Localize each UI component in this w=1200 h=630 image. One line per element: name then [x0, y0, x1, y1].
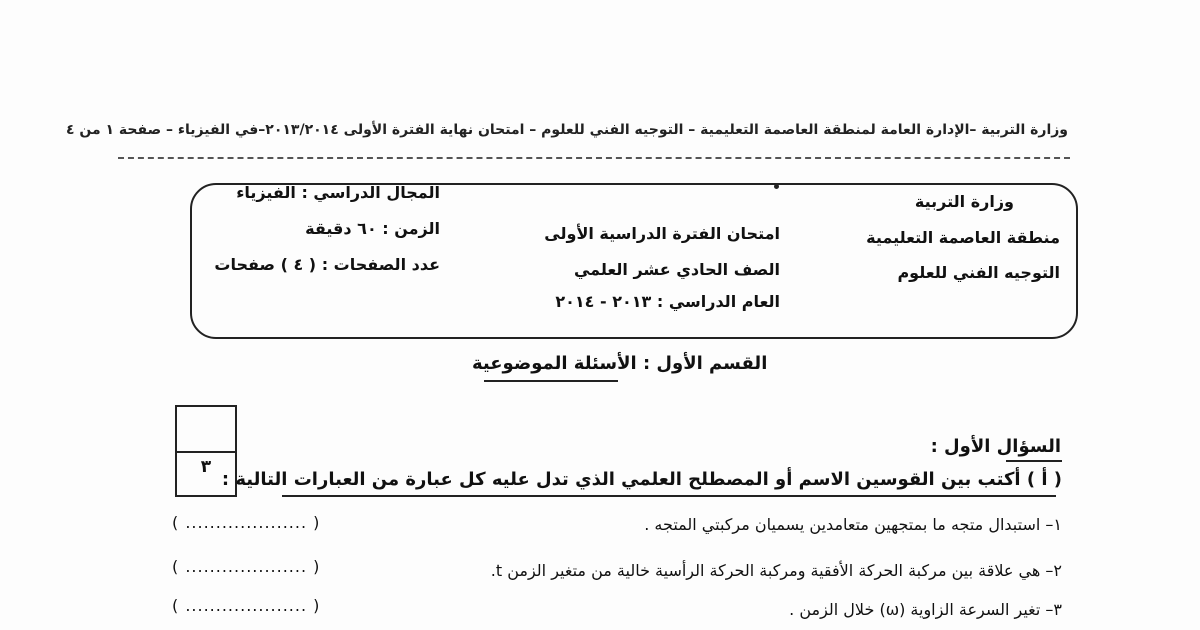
page-count-label: عدد الصفحات : ( ٤ ) صفحات — [214, 255, 440, 274]
question-instruction: ( أ ) أكتب بين القوسين الاسم أو المصطلح العلمي الذي تدل عليه كل عبارة من العبارات التالية : — [221, 469, 1062, 490]
question-item-3: ٣– تغير السرعة الزاوية (ω) خلال الزمن . — [789, 600, 1062, 619]
exam-period-label: امتحان الفترة الدراسية الأولى — [544, 224, 780, 243]
duration-label: الزمن : ٦٠ دقيقة — [305, 219, 440, 238]
score-box-divider — [177, 451, 235, 453]
answer-blank-2: ( .................... ) — [172, 557, 321, 576]
header-dashed-rule — [118, 157, 1070, 159]
question-title-underline — [1006, 460, 1062, 462]
instruction-underline — [282, 495, 1056, 497]
school-year-label: العام الدراسي : ٢٠١٣ - ٢٠١٤ — [555, 292, 780, 311]
score-value: ٣ — [200, 457, 212, 477]
section-title: القسم الأول : الأسئلة الموضوعية — [472, 353, 768, 374]
answer-blank-1: ( .................... ) — [172, 513, 321, 532]
ministry-label: وزارة التربية — [914, 192, 1014, 211]
question-item-2: ٢– هي علاقة بين مركبة الحركة الأفقية ومركبة الحركة الرأسية خالية من متغير الزمن t. — [490, 561, 1062, 580]
question-title: السؤال الأول : — [930, 436, 1061, 457]
running-header: وزارة التربية –الإدارة العامة لمنطقة العاصمة التعليمية – التوجيه الفني للعلوم – امتحان نهاية الفترة الأولى ٢٠١٣/٢٠١٤–في الفيزياء – صفحة ١ من ٤ — [65, 122, 1068, 138]
question-item-1: ١– استبدال متجه ما بمتجهين متعامدين يسميان مركبتي المتجه . — [644, 515, 1062, 534]
section-title-underline — [484, 380, 618, 382]
subject-label: المجال الدراسي : الفيزياء — [236, 183, 440, 202]
stray-dot — [774, 184, 779, 189]
answer-blank-3: ( .................... ) — [172, 596, 321, 615]
district-label: منطقة العاصمة التعليمية — [866, 228, 1060, 247]
grade-label: الصف الحادي عشر العلمي — [573, 260, 780, 279]
department-label: التوجيه الفني للعلوم — [897, 263, 1060, 282]
